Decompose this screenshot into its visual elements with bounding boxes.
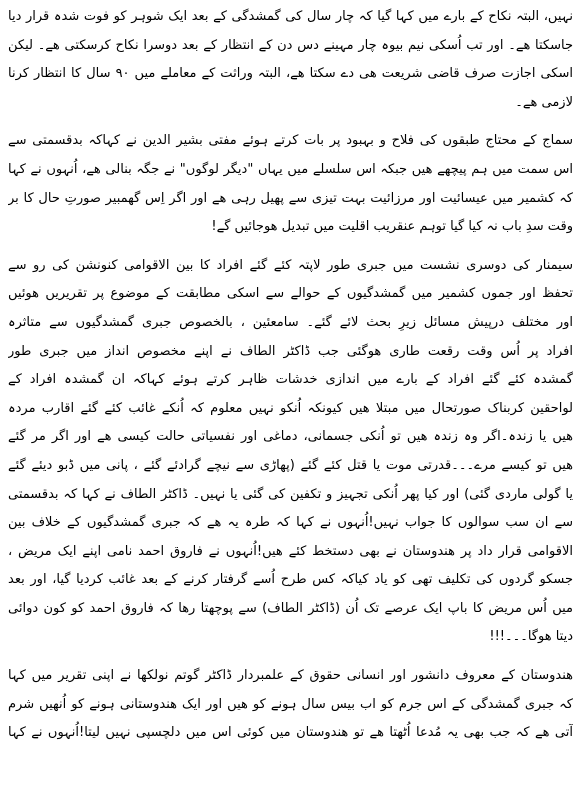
text-line: کہ جبری گمشدگی کے اس جرم کو اب بیس سال ہونے کو ھیں اور ایک ھندوستانی ہونے کو اُنھیں شرم — [8, 696, 573, 712]
text-line: جاسکتا ھے۔ اور تب اُسکی نیم بیوہ چار مہینے دس دن کے انتظار کے بعد دوسرا نکاح کرسکتی ھے۔ لیکن — [8, 37, 573, 53]
text-line: گمشدہ کئے گئے افراد کے بارے میں اندازی خدشات ظاہر کرتے ہوئے کہاکہ ان گمشدہ افراد کے — [8, 372, 573, 388]
paragraph-seminar-session — [8, 252, 573, 652]
paragraph-gautam-navlakha — [8, 662, 573, 748]
text-line: وقت سدِ باب نہ کیا گیا توہم عنقریب اقلیت میں تبدیل ھوجائیں گے! — [211, 219, 573, 235]
text-line: سے ان سب سوالوں کا جواب نہیں!اُنہوں نے کہا کہ طرہ یہ ھے کہ جبری گمشدگیوں کے خلاف بین — [8, 515, 573, 531]
text-line: سماج کے محتاج طبقوں کی فلاح و بہبود پر بات کرتے ہوئے مفتی بشیر الدین نے کہاکہ بدقسمتی سے — [8, 133, 573, 149]
text-line: ھیں تو کیسے مرے۔۔۔قدرتی موت یا قتل کئے گئے (پھاڑی سے نیچے گرادئے گئے ، پانی میں ڈبو دیئے گئے — [8, 457, 573, 473]
text-line: میں اُس مریض کا باپ ایک عرصے تک اُن (ڈاکٹر الطاف) سے پوچھتا رھا کہ فاروق احمد کو کون دوائی — [8, 600, 573, 616]
text-line: لواحقین کربناک صورتحال میں مبتلا ھیں کیونکہ اُنکو نہیں معلوم کہ اُنکے غائب کئے گئے اقارب مردہ — [8, 400, 573, 416]
text-line: اس سمت میں ہم پیچھے ھیں جبکہ اس سلسلے میں یہاں "دیگر لوگوں" نے جگہ بنالی ھے، اُنہوں نے کہا — [8, 161, 573, 177]
text-line: اسکی اجازت صرف قاضی شریعت ھی دے سکتا ھے، البتہ وراثت کے معاملے میں ۹۰ سال کا انتظار کرنا — [8, 66, 573, 82]
text-line: تحفظ اور جموں کشمیر میں گمشدگیوں کے حوالے سے اسکی مطابقت کے موضوع پر تقریریں ھوئیں — [8, 286, 573, 302]
text-line: آتی ھے کہ جب بھی یہ مُدعا اُٹھتا ھے تو ھندوستان میں کوئی اس میں دلچسپی نہیں لیتا!اُنہوں نے کہا — [8, 725, 573, 741]
text-line: یا گولی ماردی گئی) اور کیا پھر اُنکی تجہیز و تکفین کی گئی یا نہیں۔ ڈاکٹر الطاف نے کہا کہ بدقسمتی — [8, 486, 573, 502]
text-line: سیمنار کی دوسری نشست میں جبری طور لاپتہ کئے گئے افراد کا بین الاقوامی کنونشن کی رو سے — [8, 257, 573, 273]
text-line: اور مختلف درپیش مسائل زیرِ بحث لائے گئے۔ سامعئین ، بالخصوص جبری گمشدگیوں سے متاثرہ — [8, 314, 573, 330]
paragraph-nikah-ruling — [8, 3, 573, 117]
text-line: لازمی ھے۔ — [515, 94, 573, 110]
text-line: افراد پر اُس وقت رقعت طاری ھوگئی جب ڈاکٹر الطاف نے اپنے مخصوص انداز میں جبری طور — [8, 343, 573, 359]
text-line: ھندوستان کے معروف دانشور اور انسانی حقوق کے علمبردار ڈاکٹر گوتم نولکھا نے اپنی تقریر میں کہا — [8, 668, 573, 684]
paragraph-social-welfare — [8, 127, 573, 241]
text-line: جسکو گردوں کی تکلیف تھی کو یاد کیاکہ کس طرح اُسے گرفتار کرنے کے بعد غائب کردیا گیا، اور بعد — [8, 572, 573, 588]
text-line: دیتا ھوگا۔۔۔!!! — [489, 629, 573, 645]
text-line: نہیں، البتہ نکاح کے بارے میں کہا گیا کہ چار سال کی گمشدگی کے بعد ایک شوہر کو فوت شدہ قرار دیا — [8, 9, 573, 24]
text-line: کہ کشمیر میں عیسائیت اور مرزائیت بہت تیزی سے پھیل رہی ھے اور اگر اِس گھمبیر صورتِ حال کا بر — [8, 190, 573, 206]
text-line: الاقوامی قرار داد پر ھندوستان نے بھی دستخط کئے ھیں!اُنہوں نے فاروق احمد نامی اپنے ایک مریض ، — [8, 543, 573, 559]
text-line: ھیں یا زندہ۔اگر وہ زندہ ھیں تو اُنکی جسمانی، دماغی اور نفسیاتی حالت کیسی ھے اور اگر مر گئے — [8, 429, 573, 445]
